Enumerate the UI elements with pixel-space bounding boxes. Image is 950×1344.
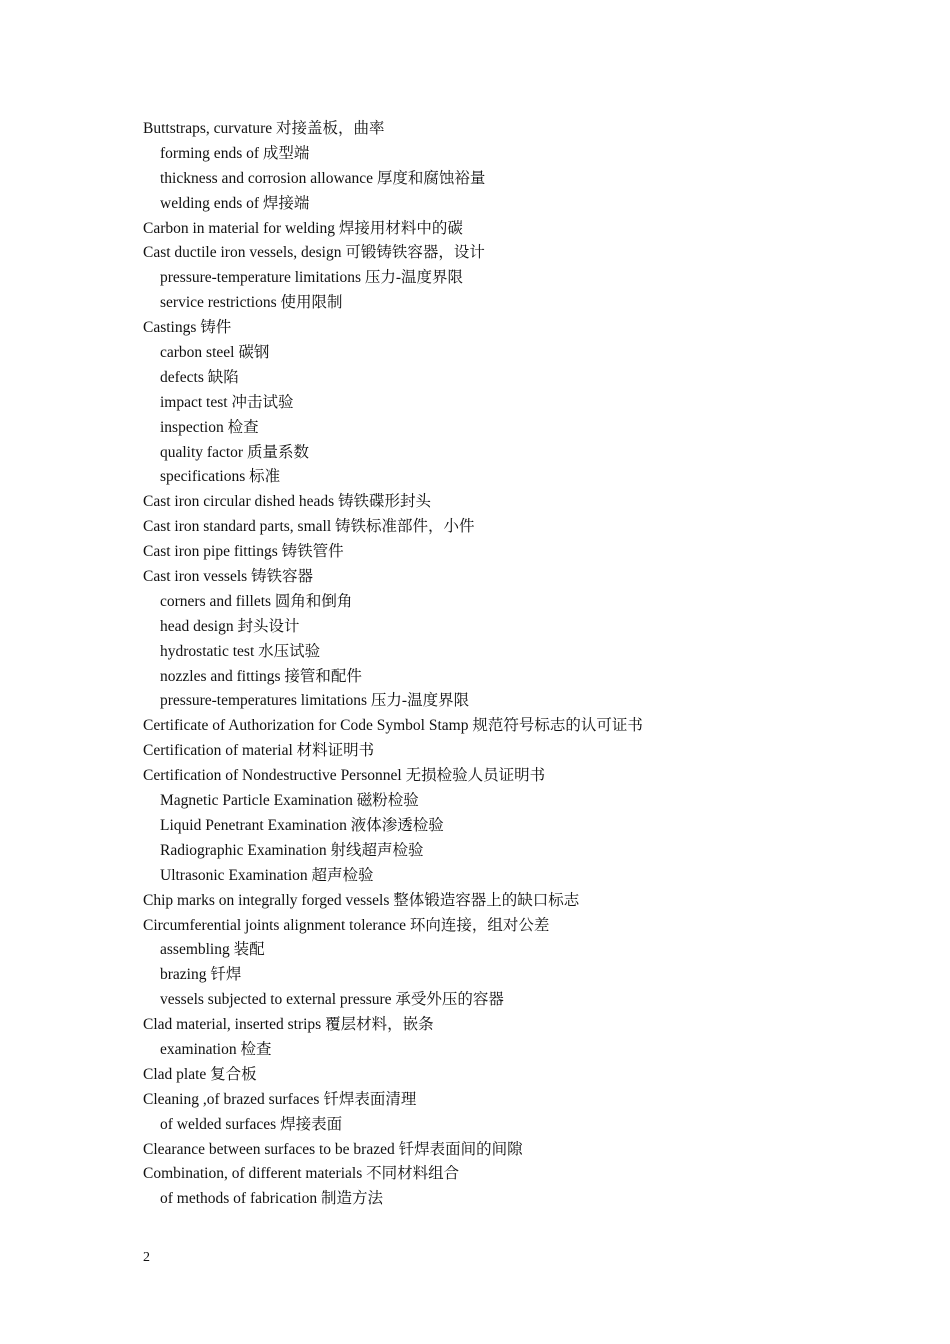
glossary-entry: Cast iron standard parts, small 铸铁标准部件，小件 bbox=[143, 518, 475, 536]
glossary-entry: Cast ductile iron vessels, design 可锻铸铁容器，设计 bbox=[143, 244, 485, 262]
glossary-subentry: forming ends of 成型端 bbox=[160, 144, 310, 162]
glossary-subentry: quality factor 质量系数 bbox=[160, 443, 309, 461]
glossary-entry: Cleaning ,of brazed surfaces 钎焊表面清理 bbox=[143, 1090, 417, 1108]
glossary-subentry: defects 缺陷 bbox=[160, 368, 239, 386]
glossary-entry: Chip marks on integrally forged vessels 整体锻造容器上的缺口标志 bbox=[143, 891, 580, 909]
glossary-entry: Castings 铸件 bbox=[143, 319, 232, 337]
glossary-entry: Combination, of different materials 不同材料组合 bbox=[143, 1165, 460, 1183]
glossary-subentry: examination 检查 bbox=[160, 1040, 272, 1058]
glossary-subentry: inspection 检查 bbox=[160, 418, 259, 436]
glossary-subentry: Ultrasonic Examination 超声检验 bbox=[160, 866, 374, 884]
glossary-entry: Carbon in material for welding 焊接用材料中的碳 bbox=[143, 219, 463, 237]
glossary-subentry: corners and fillets 圆角和倒角 bbox=[160, 592, 353, 610]
glossary-entry: Cast iron circular dished heads 铸铁碟形封头 bbox=[143, 493, 431, 511]
glossary-subentry: service restrictions 使用限制 bbox=[160, 294, 343, 312]
glossary-subentry: specifications 标准 bbox=[160, 468, 281, 486]
glossary-entry: Clearance between surfaces to be brazed 钎焊表面间的间隙 bbox=[143, 1140, 523, 1158]
glossary-subentry: welding ends of 焊接端 bbox=[160, 194, 310, 212]
glossary-entry: Cast iron vessels 铸铁容器 bbox=[143, 568, 314, 586]
glossary-subentry: thickness and corrosion allowance 厚度和腐蚀裕量 bbox=[160, 169, 486, 187]
glossary-entry: Certification of material 材料证明书 bbox=[143, 742, 375, 760]
glossary-subentry: of welded surfaces 焊接表面 bbox=[160, 1115, 343, 1133]
glossary-entry: Circumferential joints alignment tolerance 环向连接，组对公差 bbox=[143, 916, 550, 934]
glossary-entry: Certification of Nondestructive Personnel 无损检验人员证明书 bbox=[143, 767, 546, 785]
glossary-subentry: impact test 冲击试验 bbox=[160, 393, 294, 411]
glossary-subentry: hydrostatic test 水压试验 bbox=[160, 642, 321, 660]
glossary-entry: Certificate of Authorization for Code Symbol Stamp 规范符号标志的认可证书 bbox=[143, 717, 643, 735]
page-number: 2 bbox=[143, 1250, 150, 1265]
glossary-subentry: assembling 装配 bbox=[160, 941, 265, 959]
glossary-subentry: Magnetic Particle Examination 磁粉检验 bbox=[160, 792, 419, 810]
glossary-subentry: pressure-temperatures limitations 压力-温度界限 bbox=[160, 692, 470, 710]
glossary-subentry: Radiographic Examination 射线超声检验 bbox=[160, 841, 424, 859]
glossary-entry: Clad material, inserted strips 覆层材料，嵌条 bbox=[143, 1016, 434, 1034]
glossary-subentry: head design 封头设计 bbox=[160, 617, 300, 635]
glossary-subentry: nozzles and fittings 接管和配件 bbox=[160, 667, 362, 685]
glossary-subentry: brazing 钎焊 bbox=[160, 966, 242, 984]
glossary-entry: Clad plate 复合板 bbox=[143, 1065, 257, 1083]
glossary-entry: Buttstraps, curvature 对接盖板，曲率 bbox=[143, 120, 385, 137]
glossary-entry: Cast iron pipe fittings 铸铁管件 bbox=[143, 543, 344, 561]
glossary-subentry: Liquid Penetrant Examination 液体渗透检验 bbox=[160, 816, 444, 834]
glossary-list bbox=[143, 117, 883, 1212]
glossary-subentry: of methods of fabrication 制造方法 bbox=[160, 1190, 383, 1208]
glossary-subentry: vessels subjected to external pressure 承受外压的容器 bbox=[160, 991, 504, 1009]
glossary-subentry: pressure-temperature limitations 压力-温度界限 bbox=[160, 269, 464, 287]
glossary-subentry: carbon steel 碳钢 bbox=[160, 344, 270, 362]
